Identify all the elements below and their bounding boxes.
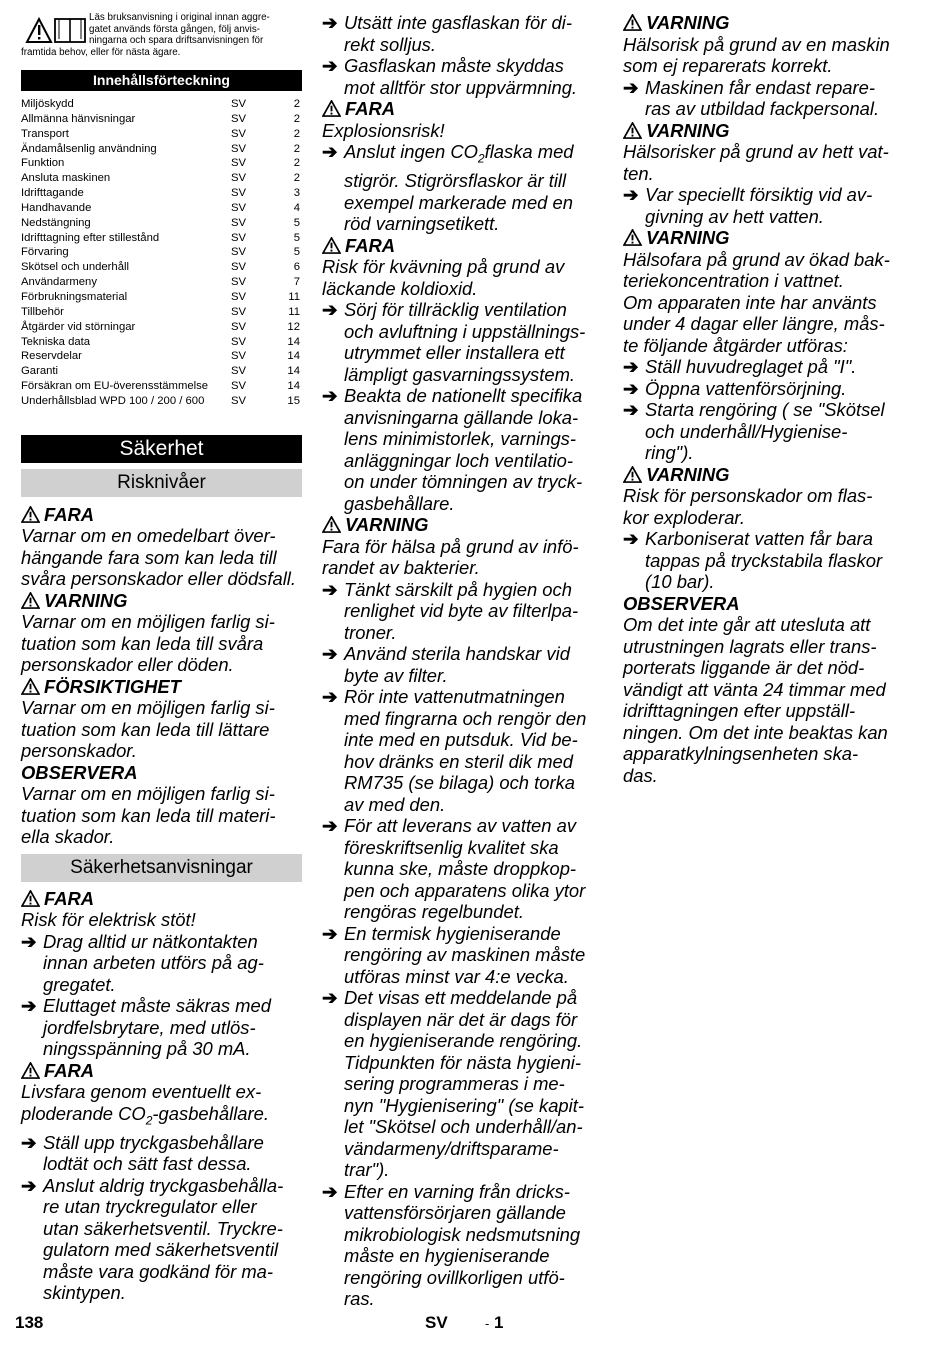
toc-row [21,275,302,290]
toc-row [21,171,302,186]
list-item: ➔ Eluttaget måste säkras med jordfelsbrytare, med utlös- ningsspänning på 30 mA. [21,995,271,1060]
text-line: idrifttagningen efter uppställ- [623,700,856,721]
list-item: ➔ Tänkt särskilt på hygien och renlighet vid byte av filterlpa- troner. [322,578,579,643]
toc-page: 14 [287,335,300,348]
list-item: ➔ Använd sterila handskar vid byte av filter. [322,643,570,686]
toc-title: Funktion [21,157,65,170]
toc-lang: SV [231,246,247,259]
arrow-right-icon: ➔ [623,528,639,549]
toc-page: 14 [287,365,300,378]
arrow-right-icon: ➔ [322,643,338,665]
signal-fara: FARA [322,235,604,257]
toc-lang: SV [231,320,247,333]
toc-title: Underhållsblad WPD 100 / 200 / 600 [21,394,205,407]
list-item: ➔ Maskinen får endast repare- ras av utbildad fackpersonal. [623,76,880,119]
signal-varning: VARNING [623,120,905,142]
intro-line: Läs bruksanvisning i original innan aggre- [89,12,270,23]
toc-row [21,127,302,142]
signal-varning: VARNING [623,12,905,34]
warning-triangle-icon [322,100,341,117]
intro-line: framtida behov, eller för nästa ägare. [21,46,181,58]
warning-triangle-icon [623,466,642,483]
text-line: Risk för elektrisk stöt! [21,909,196,931]
list-item: ➔ Karboniserat vatten får bara tappas på tryckstabila flaskor (10 bar). [623,528,883,592]
text-line: Hälsofara på grund av ökad bak- [623,248,890,270]
text-line: personskador. [21,740,137,762]
arrow-right-icon: ➔ [623,399,639,420]
arrow-right-icon: ➔ [623,184,639,205]
toc-row [21,260,302,275]
arrow-right-icon: ➔ [322,299,338,321]
list-item: ➔ Gasflaskan måste skyddas mot alltför stor uppvärmning. [322,55,578,98]
toc-row [21,394,302,409]
toc-title: Nedstängning [21,216,91,229]
page-footer [0,1313,950,1337]
list-item: ➔ Det visas ett meddelande på displayen när det är dags för en hygieniserande rengöring. Tidpunkten för nästa hygieni- sering programmeras i me- nyn "Hygienisering" (se kapit- let "Skötsel och underhåll/an- vändarmeny/driftsparame- trar"). [322,987,584,1181]
arrow-right-icon: ➔ [322,385,338,407]
list-item: ➔ Var speciellt försiktig vid av- givning av hett vatten. [623,184,873,227]
column-right [623,12,905,786]
list-item: ➔ Efter en varning från dricks- vattensförsörjaren gällande mikrobiologisk nedsmutsning måste en hygieniserande rengöring ovillkorligen utfö- ras. [322,1180,581,1310]
list-item: ➔ En termisk hygieniserande rengöring av maskinen måste utföras minst var 4:e vecka. [322,922,586,987]
footer-dash: - [485,1316,490,1331]
toc-title: Förbrukningsmaterial [21,290,128,303]
toc-page: 14 [287,380,300,393]
text-line: tuation som kan leda till svåra [21,632,264,654]
text-line: ningen. Om det inte beaktas kan [623,721,888,743]
warning-triangle-icon [21,678,40,695]
toc-lang: SV [231,231,247,244]
toc-page: 7 [293,276,300,289]
toc-row [21,201,302,216]
text-line: Om det inte går att utesluta att [623,614,871,635]
list-item: ➔ Öppna vattenförsörjning. [623,377,847,399]
arrow-right-icon: ➔ [322,141,338,162]
toc-title: Reservdelar [21,350,82,363]
list-item: ➔ Utsätt inte gasflaskan för di- rekt solljus. [322,12,572,55]
toc-row [21,290,302,305]
toc-page: 11 [288,305,300,318]
signal-fara: FARA [21,504,302,526]
section-title-instructions: Säkerhetsanvisningar [21,854,302,882]
toc-lang: SV [231,112,247,125]
signal-forsiktighet: FÖRSIKTIGHET [21,676,302,698]
toc-row [21,364,302,379]
toc-lang: SV [231,127,247,140]
toc-lang: SV [231,394,247,407]
text-line: personskador eller döden. [21,654,234,676]
toc-row [21,216,302,231]
warning-triangle-icon [21,506,40,523]
text-line: ella skador. [21,826,115,848]
arrow-right-icon: ➔ [322,815,338,837]
text-line: apparatkylningsenheten ska- [623,743,859,764]
list-item: ➔ Ställ huvudreglaget på "I". [623,356,857,377]
column-left [21,12,302,1304]
list-item: ➔ Sörj för tillräcklig ventilation och avluftning i uppställnings- utrymmet eller installera ett lämpligt gasvarningssystem. [322,299,586,385]
signal-fara: FARA [21,1060,302,1082]
warning-triangle-icon [623,14,642,31]
text-line: Explosionsrisk! [322,119,445,141]
text-line: Hälsorisker på grund av hett vat- [623,141,889,162]
intro-notice [21,12,302,70]
toc-page: 15 [287,394,300,407]
language-code: SV [425,1313,448,1332]
toc-row [21,320,302,335]
warning-triangle-icon [21,890,40,907]
toc-lang: SV [231,276,247,289]
toc-lang: SV [231,172,247,185]
arrow-right-icon: ➔ [322,55,338,76]
arrow-right-icon: ➔ [623,377,639,399]
page-number: 138 [15,1313,44,1332]
text-line: Risk för kvävning på grund av [322,256,565,278]
list-item: ➔ Anslut aldrig tryckgasbehålla- re utan tryckregulator eller utan säkerhetsventil. Tryckre- gulatorn med säkerhetsventil måste vara godkänd för ma- skintypen. [21,1174,284,1304]
text-line: teriekoncentration i vattnet. [623,270,844,291]
warning-triangle-icon [623,229,642,246]
arrow-right-icon: ➔ [21,930,37,952]
text-line: Varnar om en möjligen farlig si- [21,783,275,805]
text-line: Hälsorisk på grund av en maskin [623,33,890,55]
arrow-right-icon: ➔ [322,922,338,944]
warning-triangle-icon [21,1062,40,1079]
text-line: Livsfara genom eventuellt ex- [21,1081,262,1103]
toc-title: Ansluta maskinen [21,172,111,185]
toc-title: Allmänna hänvisningar [21,112,136,125]
toc-row [21,305,302,320]
intro-line: gatet används första gången, följ anvis- [89,23,261,35]
toc-lang: SV [231,335,247,348]
toc-title: Förvaring [21,246,69,259]
arrow-right-icon: ➔ [21,1131,37,1153]
list-item: ➔ Beakta de nationellt specifika anvisningarna gällande loka- lens minimistorlek, varnings- anläggningar loch ventilatio- on under tömningen av tryck- gasbehållare. [322,385,583,514]
toc-title: Tillbehör [21,305,64,318]
signal-observera: OBSERVERA [21,761,138,783]
toc-lang: SV [231,290,247,303]
arrow-right-icon: ➔ [322,686,338,708]
toc-lang: SV [231,142,247,155]
text-line: Varnar om en möjligen farlig si- [21,697,275,719]
text-line: te följande åtgärder utföras: [623,334,848,356]
text-line: hängande fara som kan leda till [21,546,277,568]
signal-varning: VARNING [623,227,905,249]
toc-lang: SV [231,380,247,393]
text-line: vändigt att vänta 24 timmar med [623,678,886,700]
toc-lang: SV [231,365,247,378]
toc-row [21,335,302,350]
arrow-right-icon: ➔ [322,987,338,1009]
signal-varning: VARNING [21,590,302,612]
toc-title: Tekniska data [21,335,91,348]
safety-instructions-part1 [21,888,302,1304]
text-line: läckande koldioxid. [322,277,478,299]
toc-page: 2 [293,112,300,125]
toc-page: 12 [287,320,300,333]
list-item: ➔ Starta rengöring ( se "Skötsel och underhåll/Hygienise- ring"). [623,399,885,463]
toc-title: Skötsel och underhåll [21,261,130,274]
toc-page: 4 [293,201,300,214]
text-line: ploderande $CO_2$-gasbehållare. [21,1102,269,1128]
toc-row [21,231,302,246]
signal-fara: FARA [21,888,302,910]
text-line: randet av bakterier. [322,557,480,579]
arrow-right-icon: ➔ [21,995,37,1017]
toc-row [21,186,302,201]
toc-page: 6 [293,261,300,274]
toc-row [21,112,302,127]
list-item: ➔ Anslut ingen $CO_2flaska$ med stigrör. Stigrörsflaskor är till exempel markerade med en röd varningsetikett. [322,141,574,235]
intro-line: ningarna och spara driftsanvisningen för [89,35,264,47]
toc-row [21,379,302,394]
toc-title: Idrifttagning efter stillestånd [21,231,160,244]
text-line: porterats liggande är det nöd- [623,657,865,678]
toc-title: Idrifttagande [21,187,84,200]
arrow-right-icon: ➔ [322,12,338,33]
signal-varning: VARNING [322,514,604,536]
text-line: Risk för personskador om flas- [623,485,873,506]
text-line: svåra personskador eller dödsfall. [21,568,296,590]
toc-page: 3 [293,187,300,200]
toc-lang: SV [231,216,247,229]
list-item: ➔ Ställ upp tryckgasbehållare lodtät och sätt fast dessa. [21,1131,264,1175]
toc-page: 2 [293,172,300,185]
toc-lang: SV [231,201,247,214]
warning-triangle-icon [21,592,40,609]
signal-observera: OBSERVERA [623,592,740,614]
risk-levels [21,504,302,848]
list-item: ➔ Drag alltid ur nätkontakten innan arbeten utförs på ag- gregatet. [21,930,264,995]
toc-row [21,97,302,112]
list-item: ➔ Rör inte vattenutmatningen med fingrarna och rengör den inte med en putsduk. Vid be- hov dränks en steril dik med RM735 (se bilaga) och torka av med den. [322,686,587,815]
arrow-right-icon: ➔ [623,356,639,377]
toc-title: Åtgärder vid störningar [21,320,136,333]
text-line: tuation som kan leda till materi- [21,804,276,826]
toc-lang: SV [231,261,247,274]
warning-triangle-icon [322,516,341,533]
text-line: tuation som kan leda till lättare [21,718,270,740]
toc-lang: SV [231,305,247,318]
toc-page: 2 [293,127,300,140]
text-line: Varnar om en omedelbart över- [21,525,276,547]
arrow-right-icon: ➔ [322,578,338,600]
text-line: utrustningen lagrats eller trans- [623,635,877,657]
warning-triangle-icon [322,237,341,254]
text-line: kor exploderar. [623,506,745,528]
toc-title: Ändamålsenlig användning [21,142,157,155]
toc-title: Användarmeny [21,276,97,289]
text-line: ten. [623,162,654,184]
toc-page: 2 [293,142,300,155]
toc-lang: SV [231,350,247,363]
toc-lang: SV [231,187,247,200]
toc-page: 2 [293,98,300,110]
text-line: das. [623,764,658,786]
warning-triangle-icon [623,122,642,139]
signal-fara: FARA [322,98,604,120]
text-line: Varnar om en möjligen farlig si- [21,611,275,633]
text-line: under 4 dagar eller längre, mås- [623,313,885,334]
toc-page: 11 [288,290,300,303]
table-of-contents [21,97,302,409]
toc-page: 2 [293,157,300,170]
toc-lang: SV [231,157,247,170]
toc-title: Innehållsförteckning [21,70,302,91]
arrow-right-icon: ➔ [623,76,639,98]
toc-title: Garanti [21,365,59,378]
section-title-safety: Säkerhet [21,435,302,463]
signal-varning: VARNING [623,464,905,486]
toc-page: 14 [287,350,300,363]
arrow-right-icon: ➔ [322,1180,338,1202]
arrow-right-icon: ➔ [21,1174,37,1196]
toc-page: 5 [293,216,300,229]
text-line: Fara för hälsa på grund av infö- [322,535,579,557]
toc-page: 5 [293,231,300,244]
column-middle [322,12,604,1310]
manual-warning-icon [25,16,87,44]
toc-title: Handhavande [21,201,92,214]
toc-page: 5 [293,246,300,259]
toc-title: Miljöskydd [21,98,74,110]
toc-row [21,156,302,171]
toc-row [21,245,302,260]
toc-title: Försäkran om EU-överensstämmelse [21,380,209,393]
toc-lang: SV [231,98,247,110]
toc-row [21,142,302,157]
section-title-levels: Risknivåer [21,469,302,497]
footer-number: 1 [494,1313,504,1332]
list-item: ➔ För att leverans av vatten av föreskriftsenlig kvalitet ska kunna ske, måste droppkop- pen och apparatens olika ytor rengöras regelbundet. [322,815,586,923]
toc-row [21,349,302,364]
text-line: Om apparaten inte har använts [623,291,877,313]
text-line: som ej reparerats korrekt. [623,55,833,76]
toc-title: Transport [21,127,69,140]
